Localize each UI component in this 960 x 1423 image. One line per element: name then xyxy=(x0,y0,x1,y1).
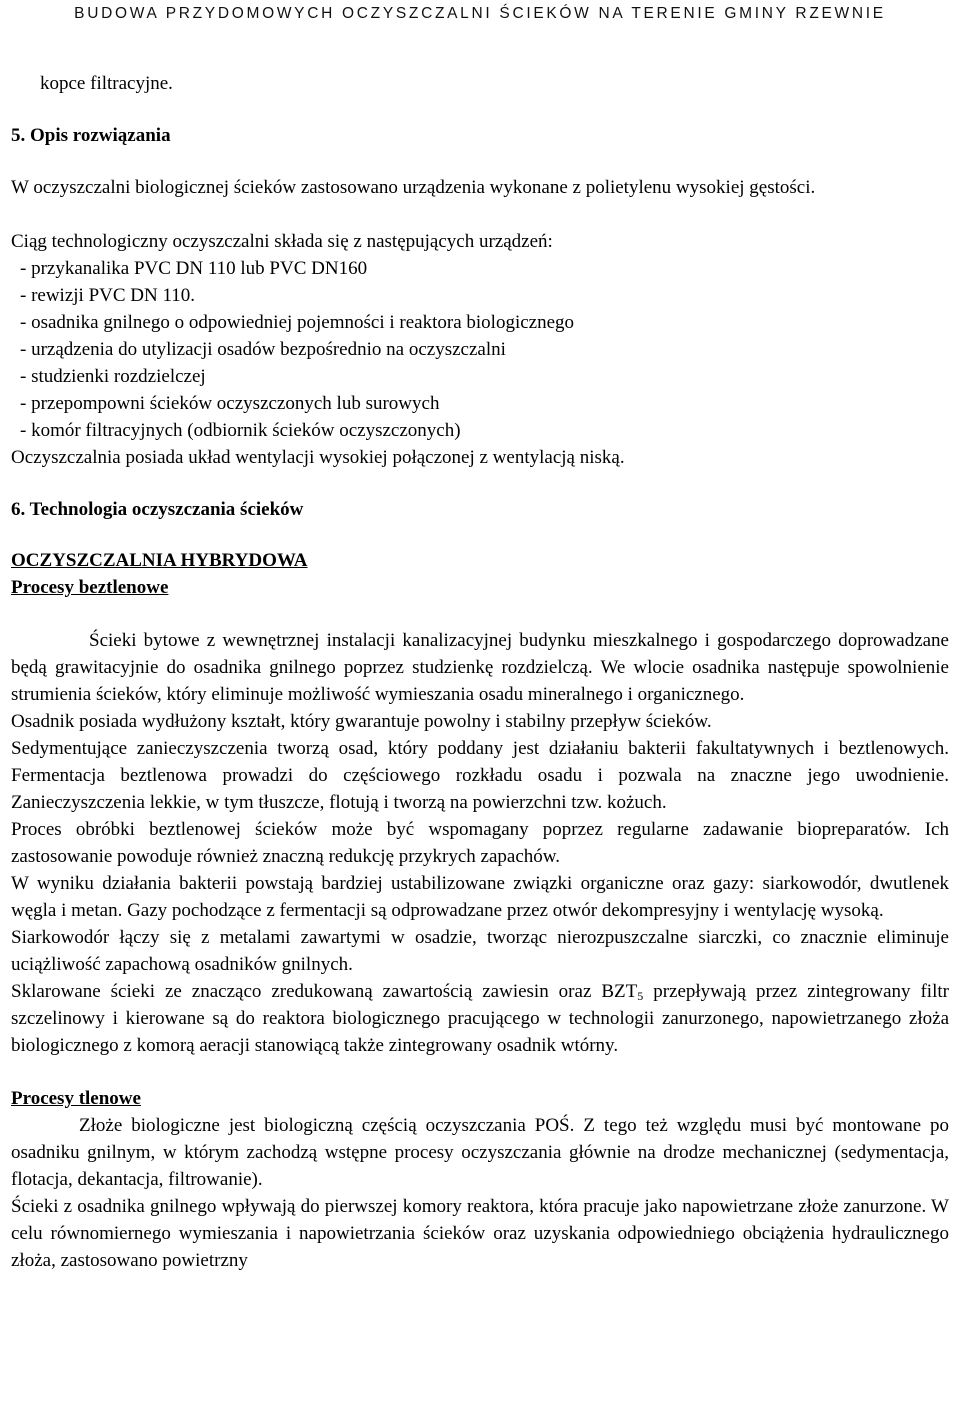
section-5-paragraph: W oczyszczalni biologicznej ścieków zastosowano urządzenia wykonane z polietylenu wysokiej gęstości. xyxy=(11,177,816,198)
bzt-text-before: Sklarowane ścieki ze znacząco zredukowaną zawartością zawiesin oraz BZT xyxy=(11,981,638,1002)
section-5-heading: 5. Opis rozwiązania xyxy=(11,125,171,146)
anaerobic-paragraph: W wyniku działania bakterii powstają bardziej ustabilizowane związki organiczne oraz gazy: siarkowodór, dwutlenek węgla i metan. Gazy pochodzące z fermentacji są odprowadzane przez otwór dekompresyjny i wentylację wysoką. xyxy=(11,873,949,921)
ventilation-note: Oczyszczalnia posiada układ wentylacji wysokiej połączonej z wentylacją niską. xyxy=(11,447,625,468)
list-item: - przepompowni ścieków oczyszczonych lub surowych xyxy=(20,393,440,414)
running-header: BUDOWA PRZYDOMOWYCH OCZYSZCZALNI ŚCIEKÓW NA TERENIE GMINY RZEWNIE xyxy=(74,5,886,22)
list-item: - przykanalika PVC DN 110 lub PVC DN160 xyxy=(20,258,368,279)
anaerobic-title: Procesy beztlenowe xyxy=(11,577,169,598)
list-item: - rewizji PVC DN 110. xyxy=(20,285,196,306)
bzt-text-after: przepływają przez zintegrowany filtr szczelinowy i kierowane są do reaktora biologicznego pracującego w technologii zanurzonego, napowietrzanego złoża biologicznego z komorą aeracji stanowiącą także zintegrowany osadnik wtórny. xyxy=(11,981,949,1056)
anaerobic-paragraph: Osadnik posiada wydłużony kształt, który gwarantuje powolny i stabilny przepływ ścieków. xyxy=(11,711,712,732)
aerobic-paragraph: Ścieki z osadnika gnilnego wpływają do pierwszej komory reaktora, która pracuje jako napowietrzane złoże zanurzone. W celu równomiernego wymieszania i napowietrzania ścieków oraz uzyskania odpowiedniego obciążenia hydraulicznego złoża, zastosowano powietrzny xyxy=(11,1196,949,1271)
anaerobic-paragraph: Ścieki bytowe z wewnętrznej instalacji kanalizacyjnej budynku mieszkalnego i gospodarczego doprowadzane będą grawitacyjnie do osadnika gnilnego poprzez studzienkę rozdzielczą. We wlocie osadnika następuje spowolnienie strumienia ścieków, który eliminuje możliwość wymieszania osadu mineralnego i organicznego. xyxy=(11,630,949,705)
section-6-heading: 6. Technologia oczyszczania ścieków xyxy=(11,499,304,520)
list-item: - urządzenia do utylizacji osadów bezpośrednio na oczyszczalni xyxy=(20,339,506,360)
device-list xyxy=(11,255,949,444)
list-intro: Ciąg technologiczny oczyszczalni składa się z następujących urządzeń: xyxy=(11,231,553,252)
document-body xyxy=(11,68,949,1274)
anaerobic-paragraph: Siarkowodór łączy się z metalami zawartymi w osadzie, tworząc nierozpuszczalne siarczki, co znacznie eliminuje uciążliwość zapachową osadników gnilnych. xyxy=(11,927,949,975)
bzt-paragraph xyxy=(11,978,949,1059)
aerobic-paragraph: Złoże biologiczne jest biologiczną częścią oczyszczania POŚ. Z tego też względu musi być montowane po osadniku gnilnym, w którym zachodzą wstępne procesy oczyszczania głównie na drodze mechanicznej (sedymentacja, flotacja, dekantacja, filtrowanie). xyxy=(11,1115,949,1190)
aerobic-title: Procesy tlenowe xyxy=(11,1088,141,1109)
list-item: - osadnika gnilnego o odpowiedniej pojemności i reaktora biologicznego xyxy=(20,312,575,333)
intro-line: kopce filtracyjne. xyxy=(40,73,173,94)
list-item: - komór filtracyjnych (odbiornik ścieków oczyszczonych) xyxy=(20,420,461,441)
anaerobic-paragraph: Sedymentujące zanieczyszczenia tworzą osad, który poddany jest działaniu bakterii fakultatywnych i beztlenowych. Fermentacja beztlenowa prowadzi do częściowego rozkładu osadu i pozwala na znaczne jego uwodnienie. Zanieczyszczenia lekkie, w tym tłuszcze, flotują i tworzą na powierzchni tzw. kożuch. xyxy=(11,738,949,813)
anaerobic-paragraph: Proces obróbki beztlenowej ścieków może być wspomagany poprzez regularne zadawanie biopreparatów. Ich zastosowanie powoduje również znaczną redukcję przykrych zapachów. xyxy=(11,819,949,867)
hybrid-plant-heading: OCZYSZCZALNIA HYBRYDOWA xyxy=(11,550,308,571)
bzt-subscript: 5 xyxy=(637,989,644,1003)
list-item: - studzienki rozdzielczej xyxy=(20,366,206,387)
